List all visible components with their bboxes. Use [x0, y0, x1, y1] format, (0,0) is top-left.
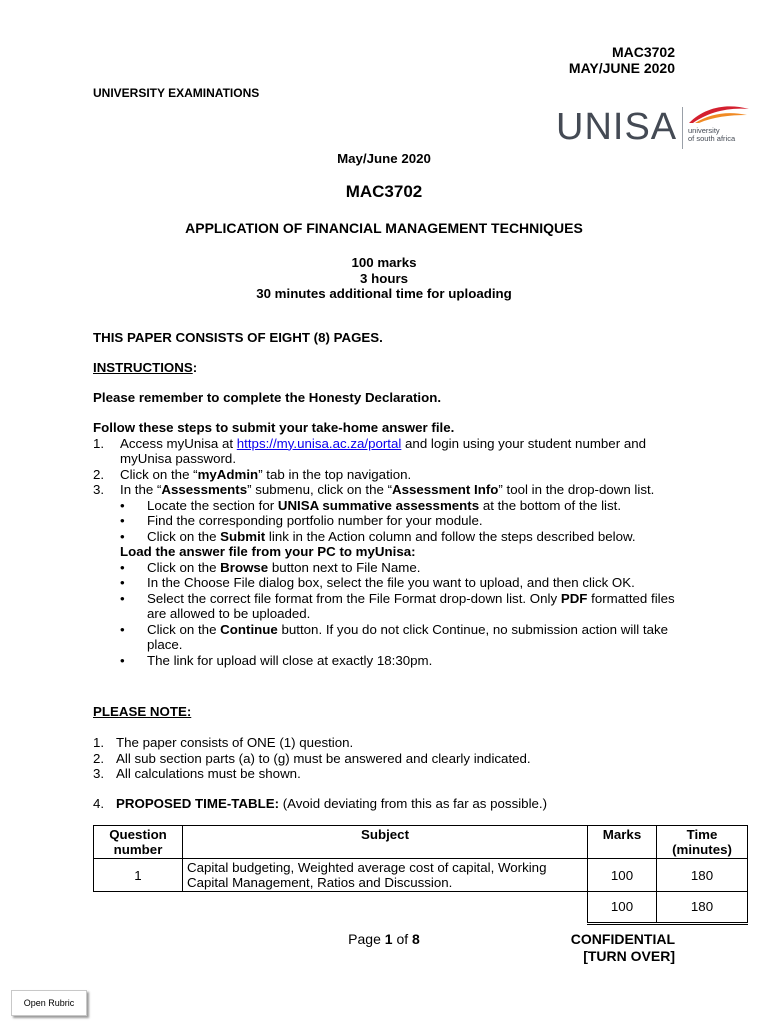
proposed-timetable [93, 825, 748, 925]
confidential-footer [571, 931, 675, 965]
list-item: • Find the corresponding portfolio number for your module. [120, 513, 483, 528]
logo-divider [682, 107, 683, 149]
exam-date: May/June 2020 [337, 151, 431, 166]
subject-cell: Capital budgeting, Weighted average cost of capital, Working Capital Management, Ratios and Discussion. [183, 859, 588, 892]
table-total-row [94, 892, 748, 924]
course-code: MAC3702 [611, 44, 675, 60]
honesty-declaration-note: Please remember to complete the Honesty Declaration. [93, 390, 442, 405]
exam-code-title: MAC3702 [345, 182, 423, 201]
logo-tagline: university of south africa [688, 126, 736, 143]
list-item: • Click on the Continue button. If you do not click Continue, no submission action will take place. [120, 621, 669, 652]
time-cell: 180 [657, 859, 748, 892]
exam-extra-time: 30 minutes additional time for uploading [256, 286, 512, 301]
page-number: Page 1 of 8 [348, 931, 420, 947]
exam-session: MAY/JUNE 2020 [568, 60, 675, 76]
unisa-logo [556, 103, 756, 153]
follow-steps-heading: Follow these steps to submit your take-home answer file. [93, 420, 455, 435]
sub-steps-list [93, 498, 675, 545]
list-item: • Click on the Submit link in the Action column and follow the steps described below. [120, 528, 636, 544]
list-item: 2. All sub section parts (a) to (g) must be answered and clearly indicated. [93, 750, 531, 766]
total-time-cell: 180 [657, 892, 748, 924]
open-rubric-button[interactable]: Open Rubric [11, 990, 87, 1016]
list-item: • In the Choose File dialog box, select the file you want to upload, and then click OK. [120, 575, 635, 590]
confidential-label: CONFIDENTIAL [570, 931, 675, 947]
exam-title: APPLICATION OF FINANCIAL MANAGEMENT TECHNIQUES [185, 220, 583, 236]
column-header: Subject [183, 826, 588, 859]
logo-wordmark: UNISA [556, 106, 678, 148]
notes-list [93, 735, 675, 782]
list-item: 3. All calculations must be shown. [93, 766, 301, 781]
logo-swoosh-icon [687, 103, 751, 125]
list-item: 1. Access myUnisa at https://my.unisa.ac.za/portal and login using your student number and myUnisa password. [93, 435, 647, 466]
column-header: Time (minutes) [657, 826, 748, 859]
list-item: 4. PROPOSED TIME-TABLE: (Avoid deviating from this as far as possible.) [93, 796, 548, 811]
list-item: 1. The paper consists of ONE (1) question. [93, 735, 354, 750]
submission-steps [93, 420, 675, 668]
table-row [94, 859, 748, 892]
load-answer-heading: Load the answer file from your PC to myUnisa: [120, 544, 416, 559]
pages-notice: THIS PAPER CONSISTS OF EIGHT (8) PAGES. [93, 330, 383, 345]
column-header: Marks [588, 826, 657, 859]
list-item: • Click on the Browse button next to File Name. [120, 559, 421, 575]
list-item: • The link for upload will close at exactly 18:30pm. [120, 652, 433, 668]
steps-list [93, 436, 675, 498]
upload-steps-list [93, 560, 675, 669]
please-note-heading: PLEASE NOTE: [93, 704, 192, 719]
exam-marks: 100 marks [351, 255, 417, 270]
marks-cell: 100 [588, 859, 657, 892]
header-course-info [569, 44, 675, 76]
column-header: Question number [94, 826, 183, 859]
list-item: • Select the correct file format from the File Format drop-down list. Only PDF formatted files are allowed to be uploaded. [120, 590, 675, 621]
question-cell: 1 [94, 859, 183, 892]
turn-over-label: [TURN OVER] [583, 948, 675, 964]
exam-meta [0, 255, 768, 302]
instructions-heading: INSTRUCTIONS: [93, 360, 198, 375]
list-item: • Locate the section for UNISA summative assessments at the bottom of the list. [120, 497, 622, 513]
total-marks-cell: 100 [588, 892, 657, 924]
list-item: 2. Click on the “myAdmin” tab in the top navigation. [93, 466, 412, 482]
myunisa-portal-link[interactable]: https://my.unisa.ac.za/portal [236, 435, 402, 451]
timetable-heading [93, 796, 675, 812]
table-header-row [94, 826, 748, 859]
university-examinations-label: UNIVERSITY EXAMINATIONS [93, 86, 260, 100]
list-item: 3. In the “Assessments” submenu, click on the “Assessment Info” tool in the drop-down list. [93, 482, 655, 497]
exam-hours: 3 hours [359, 270, 409, 286]
